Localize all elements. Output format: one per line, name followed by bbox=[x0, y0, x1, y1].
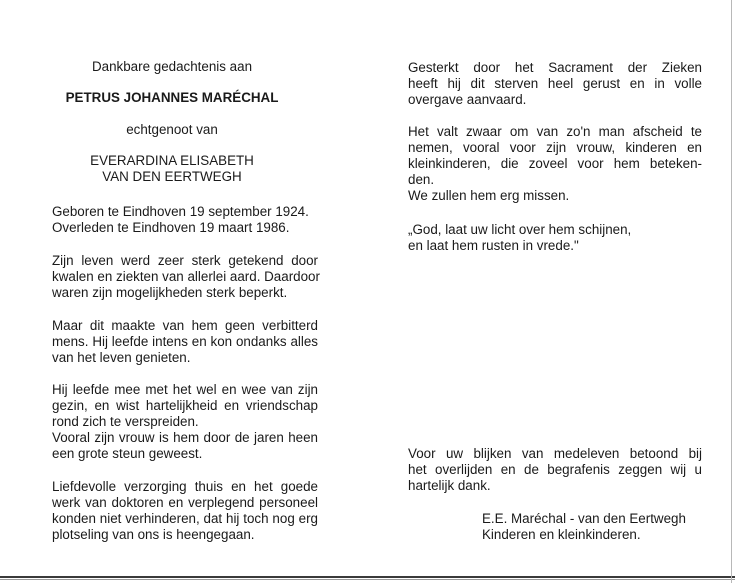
text-line: het overlijden en de begrafenis zeggen wij u bbox=[408, 462, 702, 477]
birth-line: Geboren te Eindhoven 19 september 1924. bbox=[52, 204, 309, 219]
text-line: Vooral zijn vrouw is hem door de jaren heen bbox=[52, 430, 318, 445]
quote-line: en laat hem rusten in vrede." bbox=[408, 238, 579, 253]
text-line: We zullen hem erg missen. bbox=[408, 188, 570, 203]
spouse-name-line2: VAN DEN EERTWEGH bbox=[102, 169, 242, 184]
death-line: Overleden te Eindhoven 19 maart 1986. bbox=[52, 220, 290, 235]
text-line: werk van doktoren en verplegend personeel bbox=[52, 495, 318, 510]
text-line: Het valt zwaar om van zo'n man afscheid te bbox=[408, 124, 702, 139]
deceased-name: PETRUS JOHANNES MARÉCHAL bbox=[65, 90, 279, 105]
right-page bbox=[408, 0, 708, 583]
text-line: hartelijk dank. bbox=[408, 478, 491, 493]
spouse-name-line1: EVERARDINA ELISABETH bbox=[90, 153, 254, 168]
text-line: heeft hij dit sterven heel gerust en in volle bbox=[408, 76, 702, 91]
text-line: Voor uw blijken van medeleven betoond bij bbox=[408, 446, 702, 461]
spouse-intro: echtgenoot van bbox=[126, 122, 218, 137]
text-line: overgave aanvaard. bbox=[408, 92, 527, 107]
text-line: den. bbox=[408, 172, 435, 187]
text-line: gezin, en wist hartelijkheid en vriendschap bbox=[52, 398, 318, 413]
text-line: van het leven genieten. bbox=[52, 350, 191, 365]
text-line: waren zijn mogelijkheden sterk beperkt. bbox=[52, 285, 288, 300]
text-line: Hij leefde mee met het wel en wee van zijn bbox=[52, 382, 318, 397]
bottom-edge-line bbox=[0, 576, 735, 578]
text-line: Zijn leven werd zeer sterk getekend door bbox=[52, 253, 318, 268]
bottom-edge-shadow bbox=[0, 579, 735, 580]
right-edge-line bbox=[731, 0, 732, 583]
left-page bbox=[52, 0, 324, 583]
signature-children: Kinderen en kleinkinderen. bbox=[482, 527, 641, 542]
text-line: kwalen en ziekten van allerlei aard. Daardoor bbox=[52, 269, 320, 284]
signature-family: E.E. Maréchal - van den Eertwegh bbox=[482, 511, 686, 526]
text-line: plotseling van ons is heengegaan. bbox=[52, 527, 255, 542]
text-line: Liefdevolle verzorging thuis en het goede bbox=[52, 479, 318, 494]
intro-text: Dankbare gedachtenis aan bbox=[91, 59, 253, 74]
text-line: Gesterkt door het Sacrament der Zieken bbox=[408, 60, 702, 75]
text-line: rond zich te verspreiden. bbox=[52, 414, 199, 429]
text-line: konden niet verhinderen, dat hij toch nog erg bbox=[52, 511, 318, 526]
quote-line: „God, laat uw licht over hem schijnen, bbox=[408, 222, 632, 237]
text-line: nemen, vooral voor zijn vrouw, kinderen en bbox=[408, 140, 702, 155]
text-line: kleinkinderen, die zoveel voor hem beteken- bbox=[408, 156, 702, 171]
text-line: Maar dit maakte van hem geen verbitterd bbox=[52, 318, 318, 333]
text-line: mens. Hij leefde intens en kon ondanks alles bbox=[52, 334, 318, 349]
text-line: een grote steun geweest. bbox=[52, 446, 203, 461]
